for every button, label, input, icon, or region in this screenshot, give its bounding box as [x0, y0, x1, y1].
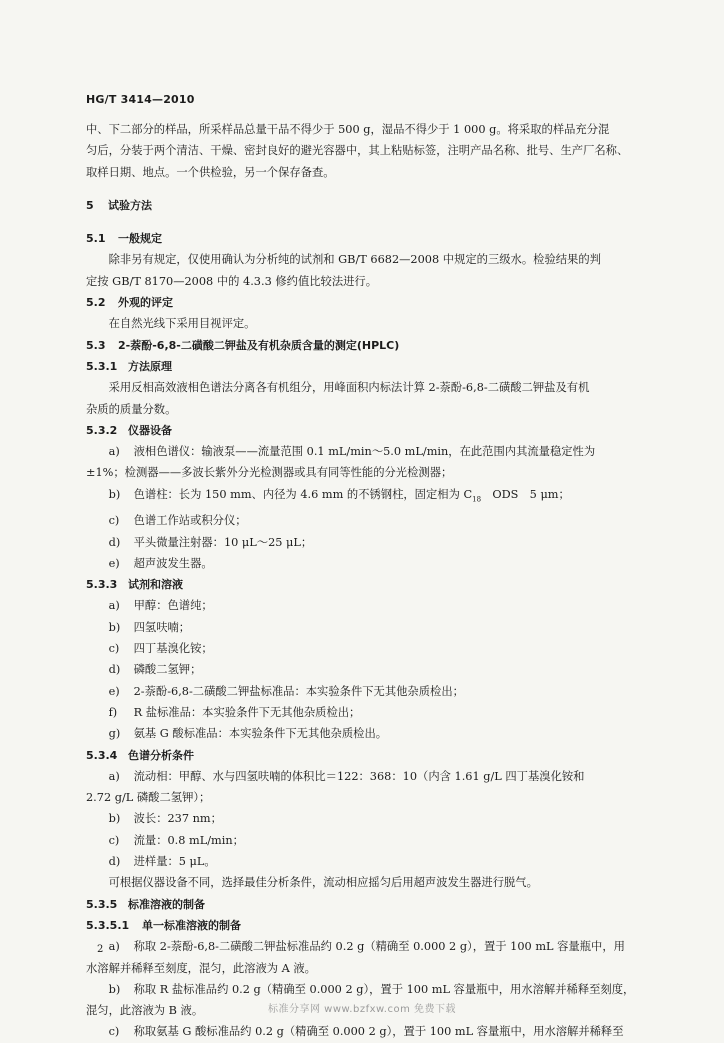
list-item [86, 553, 658, 574]
page-number: 2 [97, 944, 104, 955]
list-item [86, 441, 658, 462]
list-text: 磷酸二氢钾； [133, 663, 202, 677]
list-item [86, 979, 658, 1000]
section-number: 5.3.3 [86, 578, 118, 592]
section-number: 5.1 [86, 232, 106, 246]
list-text: R 盐标准品：本实验条件下无其他杂质检出； [133, 705, 361, 719]
list-item [86, 659, 658, 680]
section-title: 仪器设备 [128, 423, 172, 437]
paragraph-line: 采用反相高效液相色谱法分离各有机组分，用峰面积内标法计算 2-萘酚-6,8-二磺酸二钾盐及有机 [108, 381, 590, 395]
list-label: d) [108, 663, 121, 677]
list-label: b) [108, 812, 121, 826]
watermark-footer: 标准分享网 www.bzfxw.com 免费下载 [268, 1004, 456, 1015]
section-title: 2-萘酚-6,8-二磺酸二钾盐及有机杂质含量的测定(HPLC) [118, 338, 400, 352]
paragraph-line: 可根据仪器设备不同，选择最佳分析条件，流动相应摇匀后用超声波发生器进行脱气。 [108, 876, 538, 890]
list-text: 称取 R 盐标准品约 0.2 g（精确至 0.000 2 g），置于 100 mL 容量瓶中，用水溶解并稀释至刻度， [133, 982, 635, 996]
list-label: f) [108, 705, 118, 719]
list-label: b) [108, 982, 121, 996]
section-5-3-5-heading [86, 894, 658, 915]
list-text: 称取 2-萘酚-6,8-二磺酸二钾盐标准品约 0.2 g（精确至 0.000 2 g），置于 100 mL 容量瓶中，用 [133, 940, 625, 954]
list-item [86, 484, 658, 511]
section-title: 试剂和溶液 [128, 578, 183, 592]
list-item [86, 766, 658, 787]
list-text: 氨基 G 酸标准品：本实验条件下无其他杂质检出。 [133, 727, 388, 741]
section-number: 5.3.1 [86, 359, 118, 373]
section-title: 色谱分析条件 [128, 748, 194, 762]
section-title: 试验方法 [108, 198, 152, 212]
section-number: 5.2 [86, 296, 106, 310]
list-text: 甲醇：色谱纯； [133, 599, 213, 613]
list-text: 称取氨基 G 酸标准品约 0.2 g（精确至 0.000 2 g），置于 100 mL 容量瓶中，用水溶解并稀释至 [133, 1025, 624, 1039]
list-item [86, 617, 658, 638]
list-text: 超声波发生器。 [133, 556, 213, 570]
list-item [86, 532, 658, 553]
list-item [86, 851, 658, 872]
list-label: c) [108, 514, 120, 528]
list-text: 2-萘酚-6,8-二磺酸二钾盐标准品：本实验条件下无其他杂质检出； [133, 684, 464, 698]
list-text: ODS 5 μm； [481, 487, 570, 501]
section-number: 5 [86, 198, 94, 212]
section-title: 方法原理 [128, 359, 172, 373]
list-label: e) [108, 556, 120, 570]
list-item [86, 936, 658, 957]
section-5-3-1-heading [86, 356, 658, 377]
list-label: g) [108, 727, 121, 741]
list-label: c) [108, 642, 120, 656]
section-5-3-3-heading [86, 574, 658, 595]
list-label: a) [108, 599, 120, 613]
section-5-3-2-heading [86, 420, 658, 441]
section-number: 5.3.4 [86, 748, 118, 762]
standard-code-header: HG/T 3414—2010 [86, 93, 195, 106]
list-label: a) [108, 940, 120, 954]
list-text: 色谱柱：长为 150 mm、内径为 4.6 mm 的不锈钢柱，固定相为 C [133, 487, 473, 501]
list-item [86, 510, 658, 531]
section-number: 5.3.5 [86, 897, 118, 911]
list-text: 四氢呋喃； [133, 620, 191, 634]
section-5-2-heading [86, 292, 658, 313]
list-label: a) [108, 769, 120, 783]
section-5-1-heading [86, 228, 658, 249]
intro-line: 取样日期、地点。一个供检验，另一个保存备查。 [86, 165, 335, 179]
section-5-3-5-1-heading [86, 915, 658, 936]
document-body [86, 119, 658, 1043]
section-title: 单一标准溶液的制备 [142, 918, 241, 932]
intro-line: 匀后，分装于两个清洁、干燥、密封良好的避光容器中，其上粘贴标签，注明产品名称、批号、生产厂名称、 [86, 144, 629, 158]
paragraph-line: 除非另有规定，仅使用确认为分析纯的试剂和 GB/T 6682—2008 中规定的三级水。检验结果的判 [108, 253, 601, 267]
list-text: 流动相：甲醇、水与四氢呋喃的体积比＝122：368：10（内含 1.61 g/L 四丁基溴化铵和 [133, 769, 585, 783]
list-label: d) [108, 855, 121, 869]
list-item [86, 723, 658, 744]
list-text: 波长：237 nm； [133, 812, 222, 826]
list-text: 进样量：5 μL。 [133, 855, 216, 869]
paragraph-line: 在自然光线下采用目视评定。 [108, 317, 256, 331]
section-number: 5.3 [86, 338, 106, 352]
list-text: 四丁基溴化铵； [133, 642, 213, 656]
list-label: e) [108, 684, 120, 698]
section-number: 5.3.5.1 [86, 918, 130, 932]
paragraph-line: 定按 GB/T 8170—2008 中的 4.3.3 修约值比较法进行。 [86, 274, 378, 288]
list-item-continuation: 水溶解并稀释至刻度，混匀，此溶液为 A 液。 [86, 961, 316, 975]
list-label: a) [108, 445, 120, 459]
list-text: 流量：0.8 mL/min； [133, 833, 244, 847]
paragraph-line: 杂质的质量分数。 [86, 402, 177, 416]
section-title: 标准溶液的制备 [128, 897, 205, 911]
section-title: 一般规定 [118, 232, 162, 246]
intro-line: 中、下二部分的样品，所采样品总量干品不得少于 500 g，湿品不得少于 1 000 g。将采取的样品充分混 [86, 123, 610, 136]
list-item [86, 702, 658, 723]
list-item-continuation: 混匀，此溶液为 B 液。 [86, 1004, 204, 1018]
section-5-heading [86, 195, 658, 216]
list-item [86, 595, 658, 616]
list-text: 液相色谱仪：输液泵——流量范围 0.1 mL/min～5.0 mL/min，在此范围内其流量稳定性为 [133, 445, 596, 459]
list-item [86, 1021, 658, 1042]
list-label: d) [108, 535, 121, 549]
list-text: 平头微量注射器：10 μL～25 μL； [133, 535, 313, 549]
list-item [86, 681, 658, 702]
list-item [86, 808, 658, 829]
list-item-continuation: ±1%；检测器——多波长紫外分光检测器或具有同等性能的分光检测器； [86, 466, 453, 480]
list-label: b) [108, 487, 121, 501]
list-item [86, 830, 658, 851]
section-number: 5.3.2 [86, 423, 118, 437]
list-label: c) [108, 833, 120, 847]
list-text: 色谱工作站或积分仪； [133, 514, 247, 528]
list-label: b) [108, 620, 121, 634]
section-5-3-heading [86, 335, 658, 356]
list-label: c) [108, 1025, 120, 1039]
list-item-continuation: 2.72 g/L 磷酸二氢钾）； [86, 791, 211, 805]
subscript: 18 [472, 495, 482, 503]
section-title: 外观的评定 [118, 296, 173, 310]
section-5-3-4-heading [86, 745, 658, 766]
list-item [86, 638, 658, 659]
